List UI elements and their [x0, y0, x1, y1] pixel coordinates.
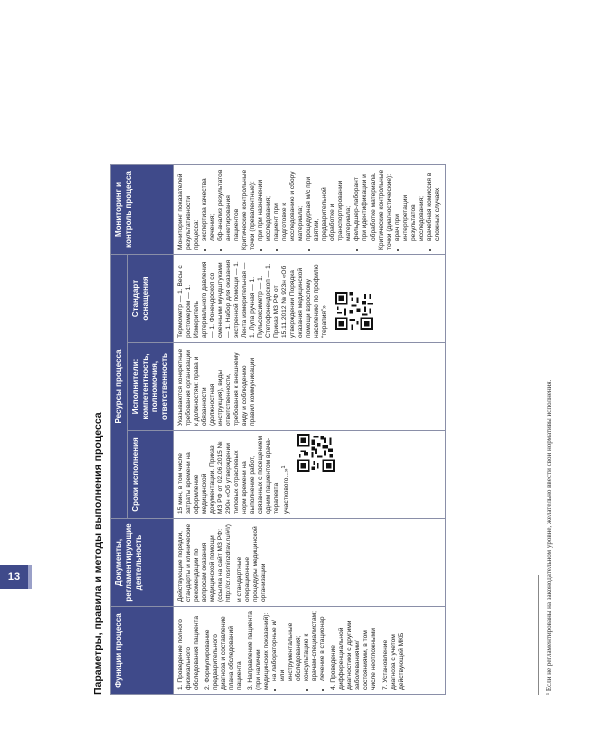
function-7: 7. Установление диагноза с учетом действующей МКБ: [381, 632, 405, 690]
page-title: Параметры, правила и методы выполнения процесса: [92, 412, 104, 695]
qr-code-icon: [297, 434, 335, 472]
equipment-cell: [173, 254, 445, 342]
function-4: 4. Проведение дифференциальной диагностики с другими заболеваниями/состояниями, в том числе неотложными: [330, 620, 378, 690]
function-3: 3. Направление пациента (при наличии медицинских показаний):: [247, 611, 271, 690]
monitoring-cell: [173, 164, 445, 254]
list-item: • врачебная комиссия в сложных случаях: [426, 169, 442, 241]
list-item: • врач при интерпретации результатов исследования;: [394, 169, 426, 241]
list-item: • лечение в стационар: [319, 611, 327, 681]
monitoring-list: [201, 169, 241, 250]
function-3-list: [271, 611, 327, 690]
terms-text: [177, 435, 292, 514]
page-number: 13: [0, 565, 28, 589]
list-item: • процедурная м/с при взятии, предварительной обработке и транспортировании материала;: [305, 169, 353, 241]
table-row: [173, 76, 445, 694]
footnote-divider: [538, 575, 539, 695]
process-table: [110, 76, 446, 695]
list-item: • консультацию к врачам-специалистам;: [303, 611, 319, 681]
list-item: • экспертиза качества лечения;: [201, 169, 217, 241]
header-terms: Сроки исполнения: [127, 431, 173, 519]
monitoring-checkpoints-2-list: [394, 169, 442, 250]
header-monitoring: Мониторинг и контроль процесса: [111, 164, 174, 254]
monitoring-checkpoints-1: Критические контрольные точки (превалентные):: [241, 169, 257, 250]
equipment-text: Термометр — 1. Весы с ростомером — 1. Измеритель артериального давления — 1. Фонендоскоп со сменными мундштуками — 1. Набор для оказания экстренной помощи — 1. Лента измерительная — 1. Лупа ручная — 1. Пульсоксиметр — 1. Стетофонендоскоп — 1. Приказ МЗ РФ от 15.11.2012 № 923н «Об утверждении Порядка оказания медицинской помощи взрослому населению по профилю “терапия”»: [176, 259, 329, 338]
header-row-1: [111, 76, 128, 694]
header-functions: Функции процесса: [111, 607, 174, 695]
page-number-accent: [28, 565, 32, 589]
terms-body: 15 мин, в том числе затраты времени на оформление медицинской документации. Приказ МЗ РФ от 02.06.2015 № 290н «Об утверждении типовых отраслевых норм времени на выполнение работ, связанных с посещением одним пациентом врача-терапевта участкового...»: [176, 435, 291, 514]
documents-cell: [173, 519, 445, 607]
documents-text-1: Действующие порядки, стандарты и клинические рекомендации по вопросам оказания медицинской помощи (ссылка на сайт МЗ РФ: http://cr.rosminzdrav.ru/#!/): [176, 523, 232, 602]
list-item: • пациент при подготовке к исследованию и сбору материала;: [273, 169, 305, 241]
list-item: • бф-анализ результатов анкетирования пациентов: [217, 169, 241, 241]
header-executors: Исполнители: компетентность, полномочия, ответственность: [127, 343, 173, 431]
monitoring-intro: Мониторинг показателей результативности процесса:: [176, 173, 200, 250]
header-documents: Документы, регламентирующие деятельность: [111, 519, 174, 607]
documents-text-2: и стандартные операционные процедуры медицинской организации: [235, 526, 268, 602]
functions-cell: [173, 607, 445, 695]
monitoring-checkpoints-2: Критические контрольные точки (диагностические):: [377, 169, 393, 250]
executors-cell: [173, 343, 445, 431]
header-equipment: Стандарт оснащения: [127, 254, 173, 342]
header-resources: Ресурсы процесса: [111, 254, 128, 518]
list-item: • на лабораторные и/или инструментальные обследования;: [271, 611, 303, 681]
footnote-ref: 1: [281, 465, 288, 469]
function-2: 2. Формулирование предварительного диагноза и составление плана обследований пациента: [203, 616, 243, 690]
function-1: 1. Проведение полного физикального обследования пациента: [176, 616, 200, 690]
list-item: • при при назначении исследования;: [257, 169, 273, 241]
monitoring-checkpoints-1-list: [257, 169, 377, 250]
terms-cell: [173, 431, 445, 519]
list-item: • фельдшер-лаборант при идентификации и обработке материала.: [353, 169, 377, 241]
executors-text: Указываются конкретные требования организации к должностям: права и обязанности (должностная инструкция), виды ответственности, требования к внешнему виду и соблюдению правил коммуникации: [176, 348, 257, 426]
qr-code-icon: [335, 292, 373, 330]
footnote: ¹ Если не регламентированы на законодательном уровне, желательно ввести свои нормативы исполнения.: [545, 379, 553, 695]
